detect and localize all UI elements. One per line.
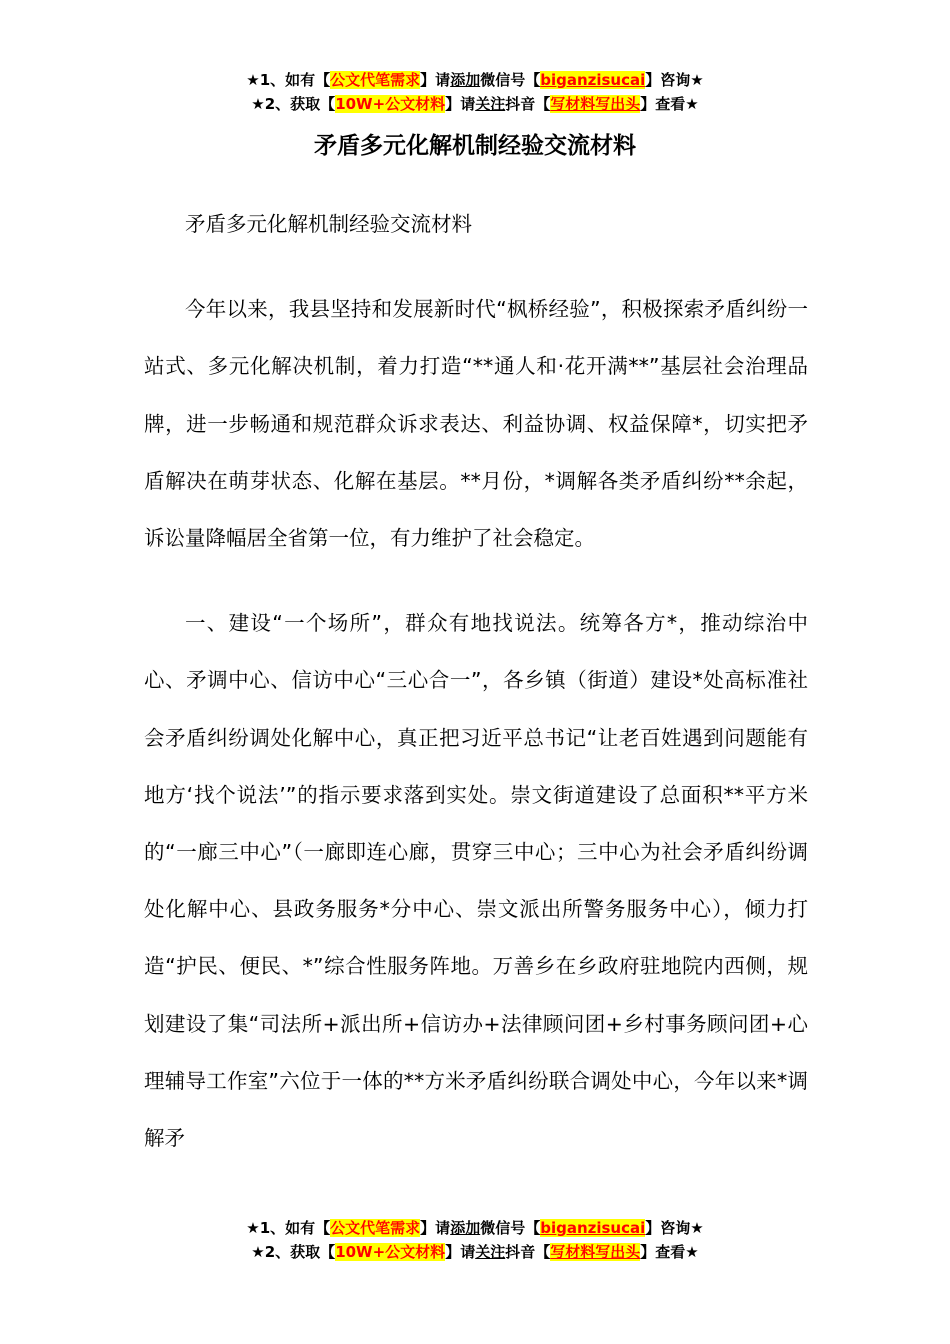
notice-text: ★2、获取【 — [251, 1243, 336, 1261]
douyin-account: 写材料写出头 — [550, 95, 641, 113]
notice-text: 】请 — [445, 1243, 476, 1261]
wechat-id: biganzisucai — [540, 71, 646, 89]
notice-highlight: 10W+公文材料 — [335, 1243, 446, 1261]
notice-text: 】咨询★ — [645, 71, 704, 89]
notice-underlined: 添加 — [450, 71, 481, 89]
footer-notice — [0, 1216, 950, 1264]
notice-text: ★2、获取【 — [251, 95, 336, 113]
document-title: 矛盾多元化解机制经验交流材料 — [314, 133, 636, 159]
notice-text: 】请 — [420, 71, 451, 89]
paragraph: 今年以来，我县坚持和发展新时代“枫桥经验”，积极探索矛盾纠纷一站式、多元化解决机制，着力打造“**通人和·花开满**”基层社会治理品牌，进一步畅通和规范群众诉求表达、利益协调、权益保障*，切实把矛盾解决在萌芽状态、化解在基层。**月份，*调解各类矛盾纠纷**余起，诉讼量降幅居全省第一位，有力维护了社会稳定。 — [144, 297, 808, 551]
notice-text: 微信号【 — [480, 1219, 541, 1237]
notice-highlight: 10W+公文材料 — [335, 95, 446, 113]
notice-line-2 — [0, 1240, 950, 1264]
paragraph: 一、建设“一个场所”，群众有地找说法。统筹各方*，推动综治中心、矛调中心、信访中心“三心合一”，各乡镇（街道）建设*处高标准社会矛盾纠纷调处化解中心，真正把习近平总书记“让老百姓遇到问题能有地方‘找个说法’”的指示要求落到实处。崇文街道建设了总面积**平方米的“一廊三中心”（一廊即连心廊，贯穿三中心；三中心为社会矛盾纠纷调处化解中心、县政务服务*分中心、崇文派出所警务服务中心），倾力打造“护民、便民、*”综合性服务阵地。万善乡在乡政府驻地院内西侧，规划建设了集“司法所+派出所+信访办+法律顾问团+乡村事务顾问团+心理辅导工作室”六位于一体的**方米矛盾纠纷联合调处中心，今年以来*调解矛 — [144, 611, 808, 1151]
notice-text: ★1、如有【 — [246, 71, 331, 89]
notice-text: ★1、如有【 — [246, 1219, 331, 1237]
notice-highlight: 公文代笔需求 — [330, 1219, 421, 1237]
notice-underlined: 添加 — [450, 1219, 481, 1237]
notice-text: 】查看★ — [640, 1243, 699, 1261]
notice-line-1 — [0, 68, 950, 92]
notice-text: 抖音【 — [505, 95, 551, 113]
notice-text: 】咨询★ — [645, 1219, 704, 1237]
notice-underlined: 关注 — [475, 1243, 506, 1261]
notice-underlined: 关注 — [475, 95, 506, 113]
notice-text: 】请 — [445, 95, 476, 113]
notice-text: 】请 — [420, 1219, 451, 1237]
header-notice — [0, 68, 950, 116]
notice-highlight: 公文代笔需求 — [330, 71, 421, 89]
notice-text: 】查看★ — [640, 95, 699, 113]
notice-text: 抖音【 — [505, 1243, 551, 1261]
document-body — [144, 196, 808, 1167]
notice-line-2 — [0, 92, 950, 116]
document-subtitle: 矛盾多元化解机制经验交流材料 — [185, 212, 472, 236]
wechat-id: biganzisucai — [540, 1219, 646, 1237]
douyin-account: 写材料写出头 — [550, 1243, 641, 1261]
notice-text: 微信号【 — [480, 71, 541, 89]
notice-line-1 — [0, 1216, 950, 1240]
